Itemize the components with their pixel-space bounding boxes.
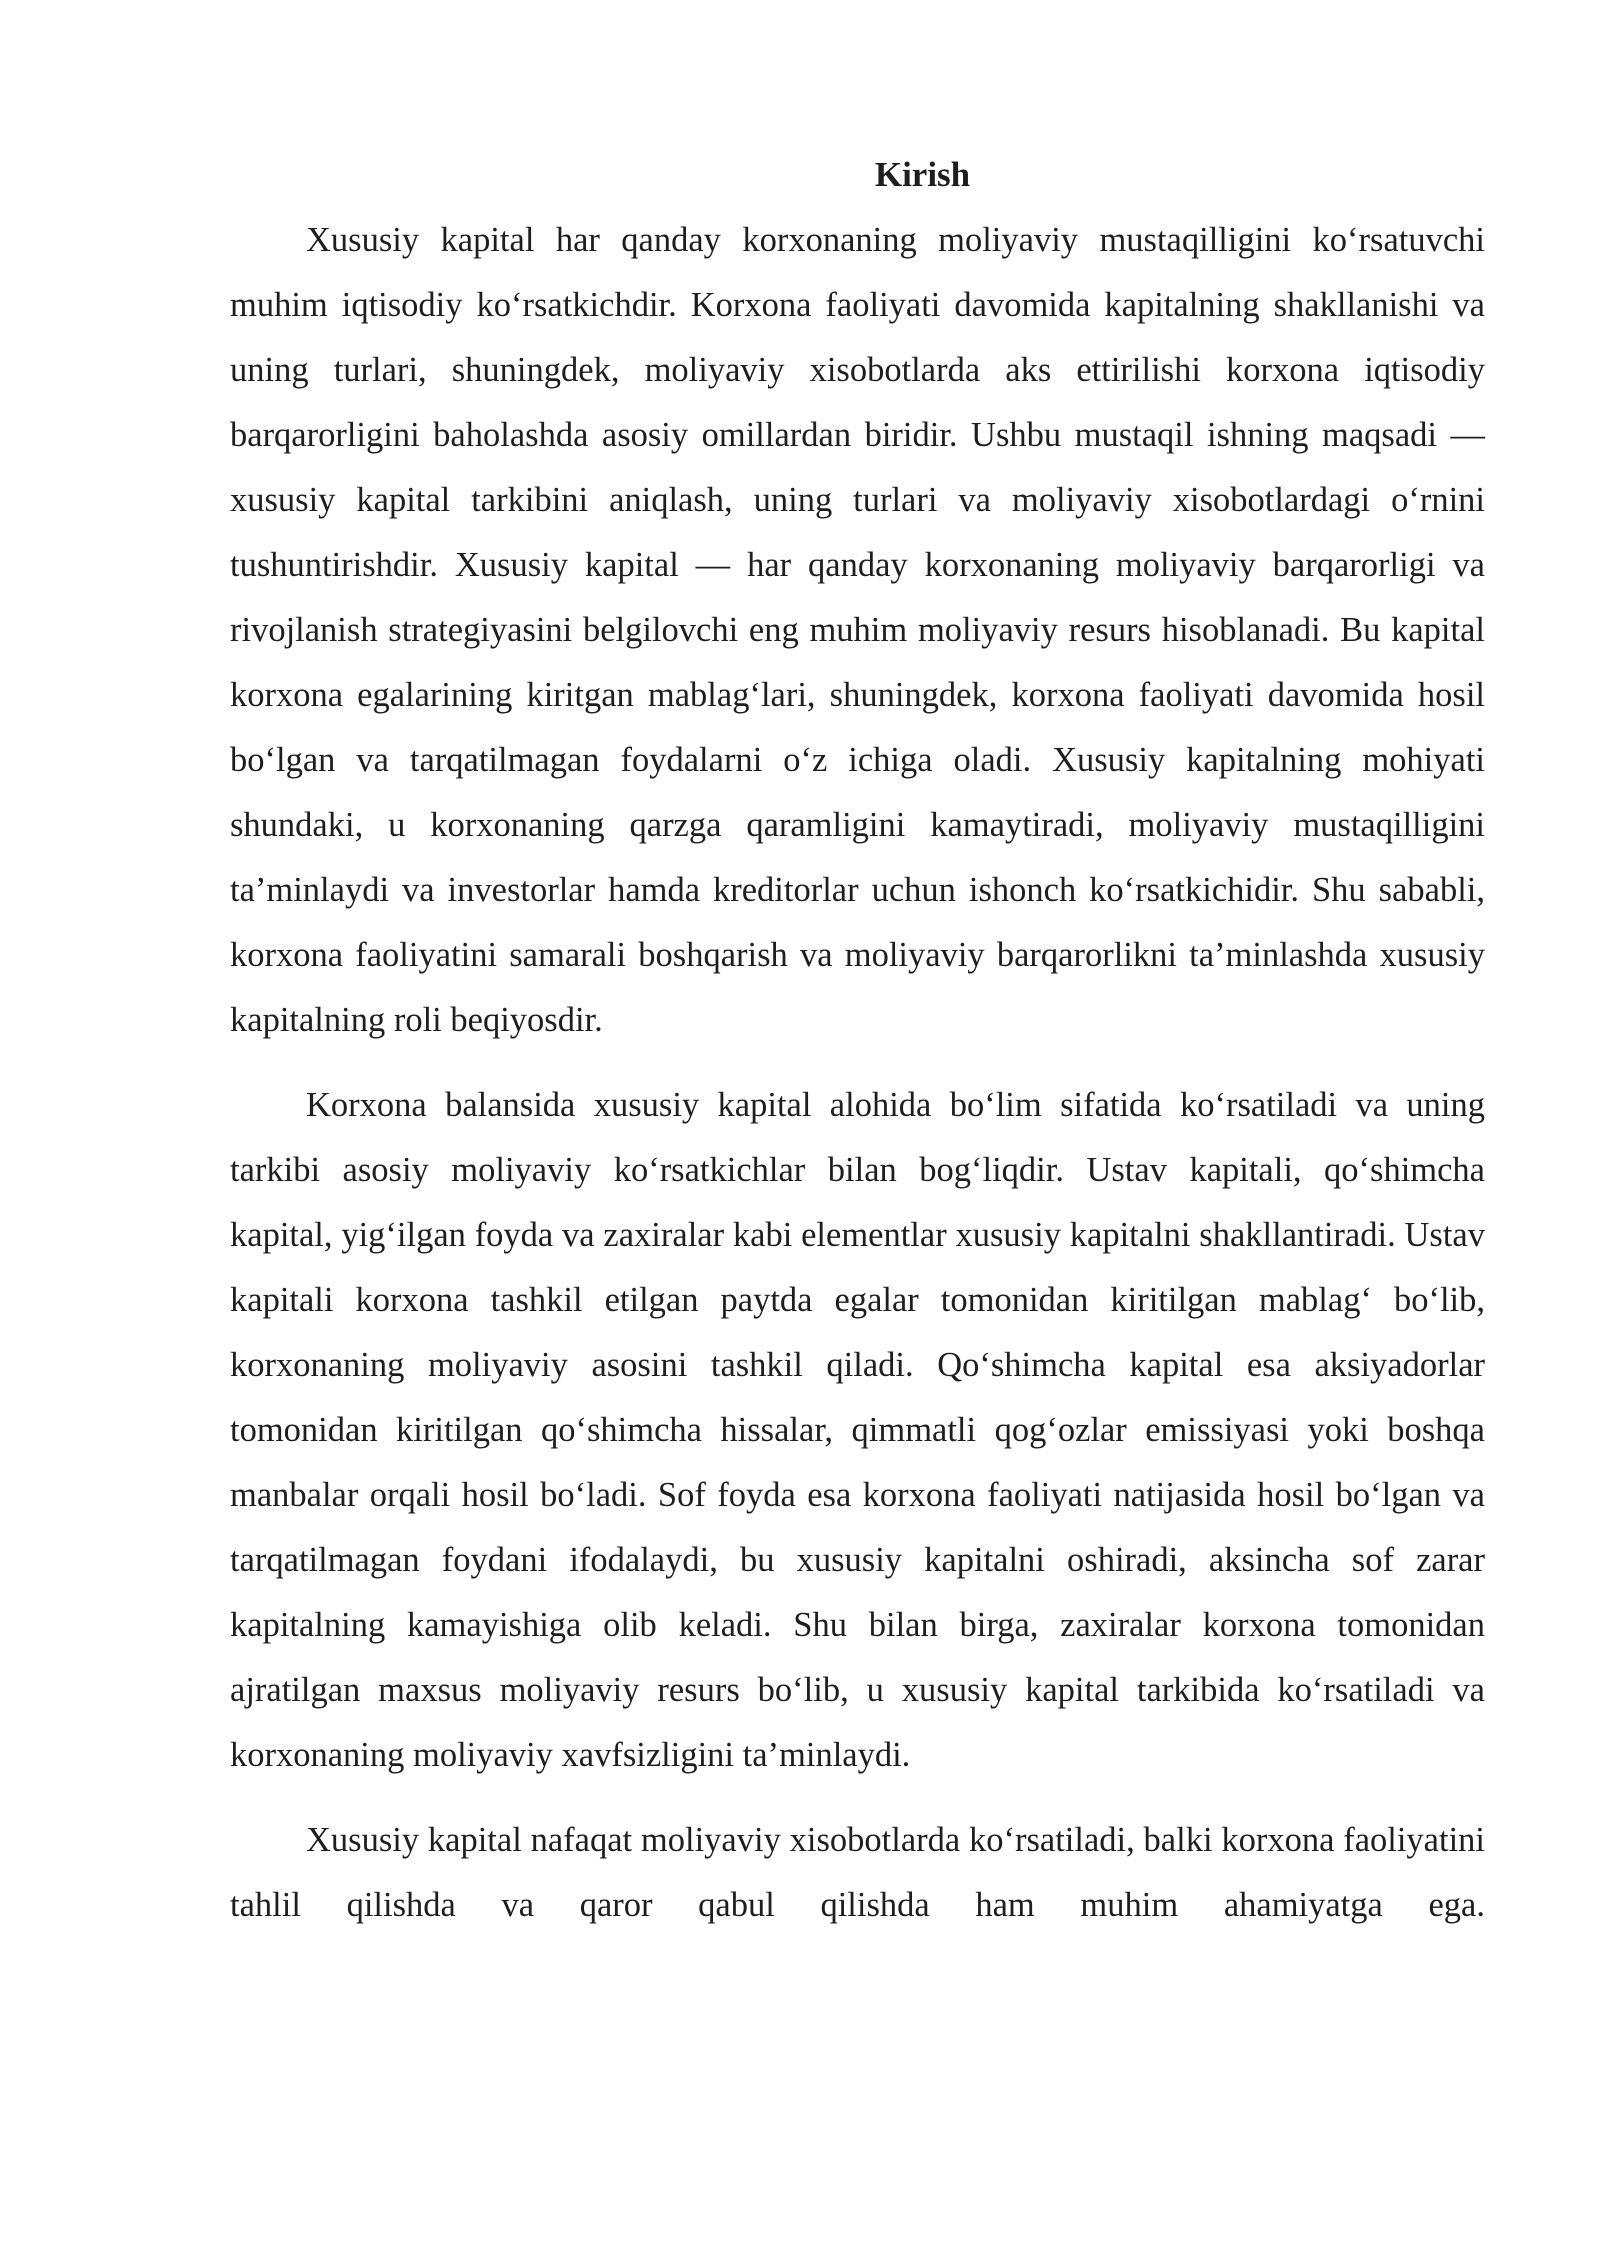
- paragraph-1: Xususiy kapital har qanday korxonaning moliyaviy mustaqilligini ko‘rsatuvchi muhim iqtisodiy ko‘rsatkichdir. Korxona faoliyati davomida kapitalning shakllanishi va uning turlari, shuningdek, moliyaviy xisobotlarda aks ettirilishi korxona iqtisodiy barqarorligini baholashda asosiy omillardan biridir. Ushbu mustaqil ishning maqsadi — xususiy kapital tarkibini aniqlash, uning turlari va moliyaviy xisobotlardagi o‘rnini tushuntirishdir. Xususiy kapital — har qanday korxonaning moliyaviy barqarorligi va rivojlanish strategiyasini belgilovchi eng muhim moliyaviy resurs hisoblanadi. Bu kapital korxona egalarining kiritgan mablag‘lari, shuningdek, korxona faoliyati davomida hosil bo‘lgan va tarqatilmagan foydalarni o‘z ichiga oladi. Xususiy kapitalning mohiyati shundaki, u korxonaning qarzga qaramligini kamaytiradi, moliyaviy mustaqilligini ta’minlaydi va investorlar hamda kreditorlar uchun ishonch ko‘rsatkichidir. Shu sababli, korxona faoliyatini samarali boshqarish va moliyaviy barqarorlikni ta’minlashda xususiy kapitalning roli beqiyosdir.: [230, 221, 1485, 1039]
- document-body: [230, 145, 1485, 1938]
- document-title: Kirish: [874, 155, 971, 194]
- paragraph-2: Korxona balansida xususiy kapital alohida bo‘lim sifatida ko‘rsatiladi va uning tarkibi asosiy moliyaviy ko‘rsatkichlar bilan bog‘liqdir. Ustav kapitali, qo‘shimcha kapital, yig‘ilgan foyda va zaxiralar kabi elementlar xususiy kapitalni shakllantiradi. Ustav kapitali korxona tashkil etilgan paytda egalar tomonidan kiritilgan mablag‘ bo‘lib, korxonaning moliyaviy asosini tashkil qiladi. Qo‘shimcha kapital esa aksiyadorlar tomonidan kiritilgan qo‘shimcha hissalar, qimmatli qog‘ozlar emissiyasi yoki boshqa manbalar orqali hosil bo‘ladi. Sof foyda esa korxona faoliyati natijasida hosil bo‘lgan va tarqatilmagan foydani ifodalaydi, bu xususiy kapitalni oshiradi, aksincha sof zarar kapitalning kamayishiga olib keladi. Shu bilan birga, zaxiralar korxona tomonidan ajratilgan maxsus moliyaviy resurs bo‘lib, u xususiy kapital tarkibida ko‘rsatiladi va korxonaning moliyaviy xavfsizligini ta’minlaydi.: [230, 1086, 1485, 1774]
- paragraph-3: Xususiy kapital nafaqat moliyaviy xisobotlarda ko‘rsatiladi, balki korxona faoliyatini tahlil qilishda va qaror qabul qilishda ham muhim ahamiyatga ega.: [230, 1821, 1485, 1924]
